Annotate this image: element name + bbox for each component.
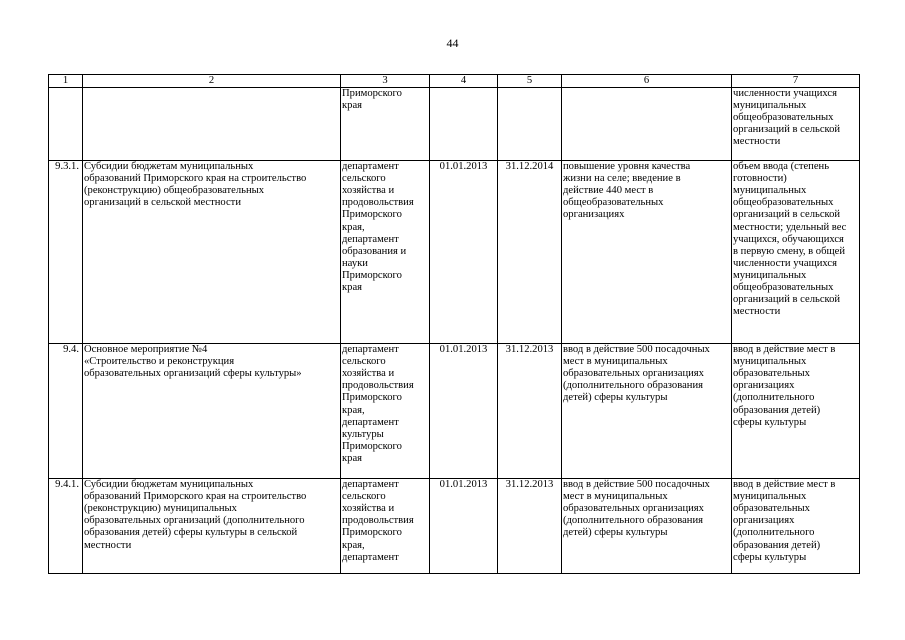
column-header: 5 xyxy=(498,75,562,88)
end-date-cell: 31.12.2013 xyxy=(498,344,562,479)
end-date-cell xyxy=(498,88,562,161)
table-row xyxy=(49,344,860,479)
executor-cell: департамент сельского хозяйства и продовольствия Приморского края, департамент образования и науки Приморского края xyxy=(341,161,430,344)
column-header: 2 xyxy=(83,75,341,88)
table-header-row xyxy=(49,75,860,88)
column-header: 1 xyxy=(49,75,83,88)
table-row xyxy=(49,88,860,161)
expected-result-cell: повышение уровня качества жизни на селе; введение в действие 440 мест в общеобразовательных организациях xyxy=(562,161,732,344)
expected-result-cell: ввод в действие 500 посадочных мест в муниципальных образовательных организациях (дополнительного образования детей) сферы культуры xyxy=(562,344,732,479)
start-date-cell xyxy=(430,88,498,161)
row-number-cell: 9.3.1. xyxy=(49,161,83,344)
activity-name-cell: Основное мероприятие №4 «Строительство и реконструкция образовательных организаций сферы культуры» xyxy=(83,344,341,479)
executor-cell: департамент сельского хозяйства и продовольствия Приморского края, департамент xyxy=(341,479,430,574)
indicator-cell: ввод в действие мест в муниципальных образовательных организациях (дополнительного образования детей) сферы культуры xyxy=(732,344,860,479)
row-number-cell: 9.4.1. xyxy=(49,479,83,574)
column-header: 6 xyxy=(562,75,732,88)
indicator-cell: объем ввода (степень готовности) муниципальных общеобразовательных организаций в сельской местности; удельный вес учащихся, обучающихся в первую смену, в общей численности учащихся муниципальных общеобразовательных организаций в сельской местности xyxy=(732,161,860,344)
activity-name-cell xyxy=(83,88,341,161)
row-number-cell xyxy=(49,88,83,161)
start-date-cell: 01.01.2013 xyxy=(430,344,498,479)
page-number: 44 xyxy=(446,36,459,50)
expected-result-cell xyxy=(562,88,732,161)
indicator-cell: ввод в действие мест в муниципальных образовательных организациях (дополнительного образования детей) сферы культуры xyxy=(732,479,860,574)
row-number-cell: 9.4. xyxy=(49,344,83,479)
indicator-cell: численности учащихся муниципальных общеобразовательных организаций в сельской местности xyxy=(732,88,860,161)
executor-cell: Приморского края xyxy=(341,88,430,161)
table-row xyxy=(49,161,860,344)
start-date-cell: 01.01.2013 xyxy=(430,161,498,344)
table-row xyxy=(49,479,860,574)
end-date-cell: 31.12.2013 xyxy=(498,479,562,574)
end-date-cell: 31.12.2014 xyxy=(498,161,562,344)
column-header: 4 xyxy=(430,75,498,88)
column-header: 3 xyxy=(341,75,430,88)
expected-result-cell: ввод в действие 500 посадочных мест в муниципальных образовательных организациях (дополнительного образования детей) сферы культуры xyxy=(562,479,732,574)
column-header: 7 xyxy=(732,75,860,88)
start-date-cell: 01.01.2013 xyxy=(430,479,498,574)
activity-name-cell: Субсидии бюджетам муниципальных образований Приморского края на строительство (реконструкцию) общеобразовательных организаций в сельской местности xyxy=(83,161,341,344)
executor-cell: департамент сельского хозяйства и продовольствия Приморского края, департамент культуры Приморского края xyxy=(341,344,430,479)
program-table xyxy=(48,74,860,574)
activity-name-cell: Субсидии бюджетам муниципальных образований Приморского края на строительство (реконструкцию) муниципальных образовательных организаций (дополнительного образования детей) сферы культуры в сельской местности xyxy=(83,479,341,574)
